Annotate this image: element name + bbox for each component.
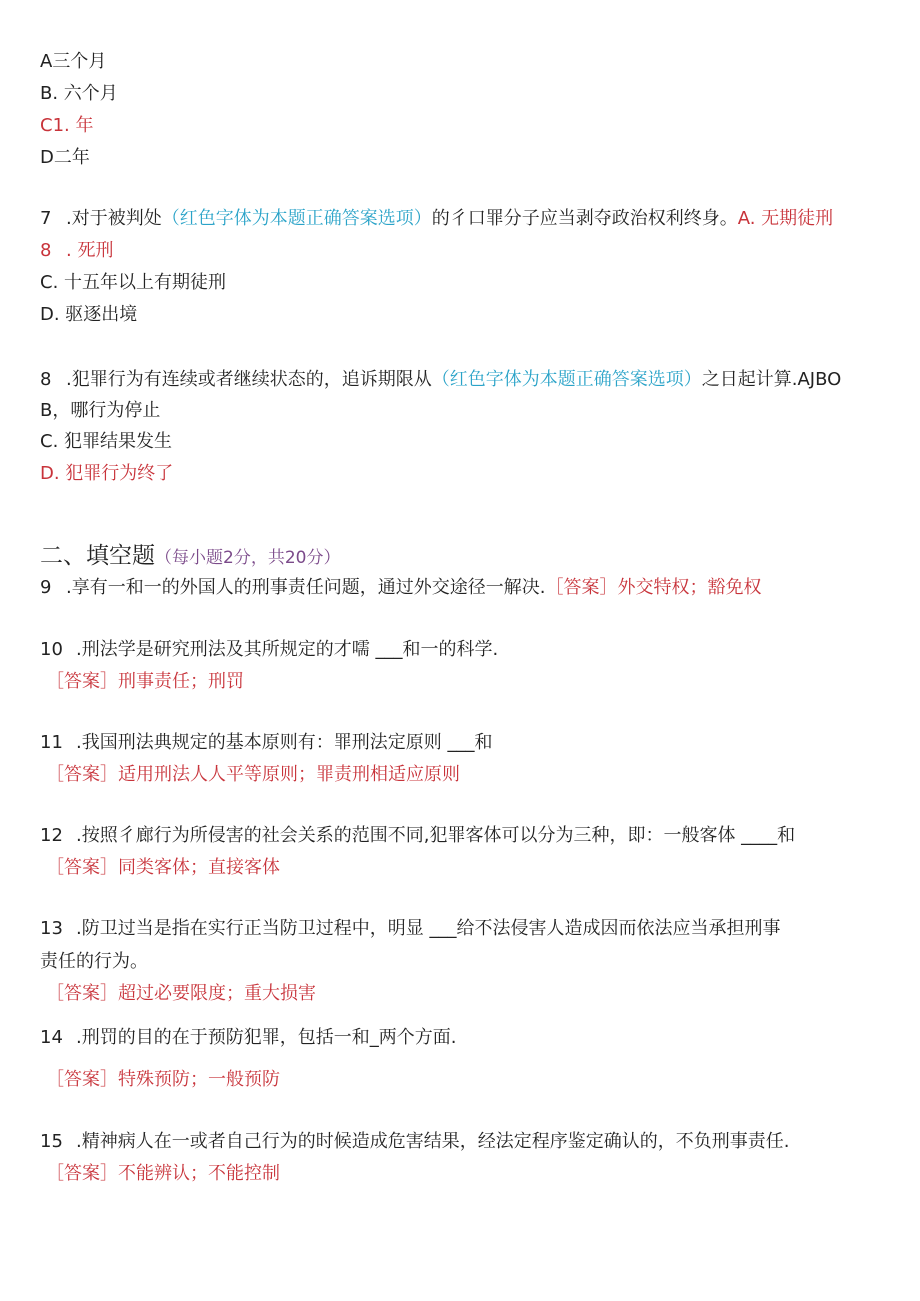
q7-number: 7	[40, 208, 52, 229]
q7-option-b-number: 8	[40, 240, 52, 261]
q11-question	[40, 731, 492, 755]
section-2-subtitle: （每小题2分，共20分）	[155, 548, 341, 568]
q8-option-b: B，哪行为停止	[40, 400, 161, 421]
section-2-title: 二、填空题	[40, 543, 155, 569]
q12-question	[40, 824, 795, 848]
q14-number: 14	[40, 1027, 63, 1048]
q7-option-a: A. 无期徒刑	[737, 208, 834, 229]
q11-answer: ［答案］适用刑法人人平等原则；罪责刑相适应原则	[46, 764, 460, 785]
q13-number: 13	[40, 918, 63, 939]
q6-option-a: A三个月	[40, 51, 107, 72]
q12-text: .按照彳廊行为所侵害的社会关系的范围不同,犯罪客体可以分为三种，即：一般客体 ____和	[76, 825, 796, 846]
q7-option-c: C. 十五年以上有期徒刑	[40, 272, 227, 293]
q7-option-b-line	[40, 239, 113, 263]
q15-answer: ［答案］不能辨认；不能控制	[46, 1163, 280, 1184]
q9-number: 9	[40, 577, 52, 598]
q9-text: .享有一和一的外国人的刑事责任问题，通过外交途径一解决.	[66, 577, 546, 598]
q8-option-d: D. 犯罪行为终了	[40, 463, 174, 484]
q7-option-d: D. 驱逐出境	[40, 304, 138, 325]
q11-text: .我国刑法典规定的基本原则有：罪刑法定原则 ___和	[76, 732, 493, 753]
section-2-heading	[40, 541, 340, 571]
q10-number: 10	[40, 639, 63, 660]
q13-text: .防卫过当是指在实行正当防卫过程中，明显 ___给不法侵害人造成因而依法应当承担刑事	[76, 918, 781, 939]
q15-question	[40, 1130, 789, 1154]
q7-hint: （红色字体为本题正确答案选项）	[161, 208, 432, 229]
q7-text-pre: .对于被判处	[66, 208, 162, 229]
q10-text: .刑法学是研究刑法及其所规定的才嚅 ___和一的科学.	[76, 639, 499, 660]
q8-question	[40, 368, 841, 392]
q8-option-c: C. 犯罪结果发生	[40, 431, 173, 452]
q12-answer: ［答案］同类客体；直接客体	[46, 857, 280, 878]
q8-text-pre: .犯罪行为有连续或者继续状态的，追诉期限从	[66, 369, 432, 390]
q8-number: 8	[40, 369, 52, 390]
q14-text: .刑罚的目的在于预防犯罪，包括一和_两个方面.	[76, 1027, 457, 1048]
q8-hint: （红色字体为本题正确答案选项）	[431, 369, 702, 390]
q6-option-c: C1. 年	[40, 115, 94, 136]
q6-option-d: D二年	[40, 147, 90, 168]
q7-question	[40, 207, 833, 231]
q13-text-continued: 责任的行为。	[40, 951, 148, 972]
q7-option-b: . 死刑	[66, 240, 114, 261]
q10-question	[40, 638, 498, 662]
q13-question	[40, 917, 780, 941]
q9-question	[40, 576, 761, 600]
q15-number: 15	[40, 1131, 63, 1152]
q11-number: 11	[40, 732, 63, 753]
q13-answer: ［答案］超过必要限度；重大损害	[46, 983, 316, 1004]
q9-answer: ［答案］外交特权；豁免权	[545, 577, 762, 598]
q15-text: .精神病人在一或者自己行为的时候造成危害结果，经法定程序鉴定确认的，不负刑事责任.	[76, 1131, 790, 1152]
q6-option-b: B. 六个月	[40, 83, 118, 104]
q8-text-post: 之日起计算.AJBO	[701, 369, 842, 390]
q14-question	[40, 1026, 456, 1050]
q7-text-post: 的彳口罪分子应当剥夺政治权利终身。	[431, 208, 738, 229]
q12-number: 12	[40, 825, 63, 846]
q14-answer: ［答案］特殊预防；一般预防	[46, 1069, 280, 1090]
q10-answer: ［答案］刑事责任；刑罚	[46, 671, 244, 692]
